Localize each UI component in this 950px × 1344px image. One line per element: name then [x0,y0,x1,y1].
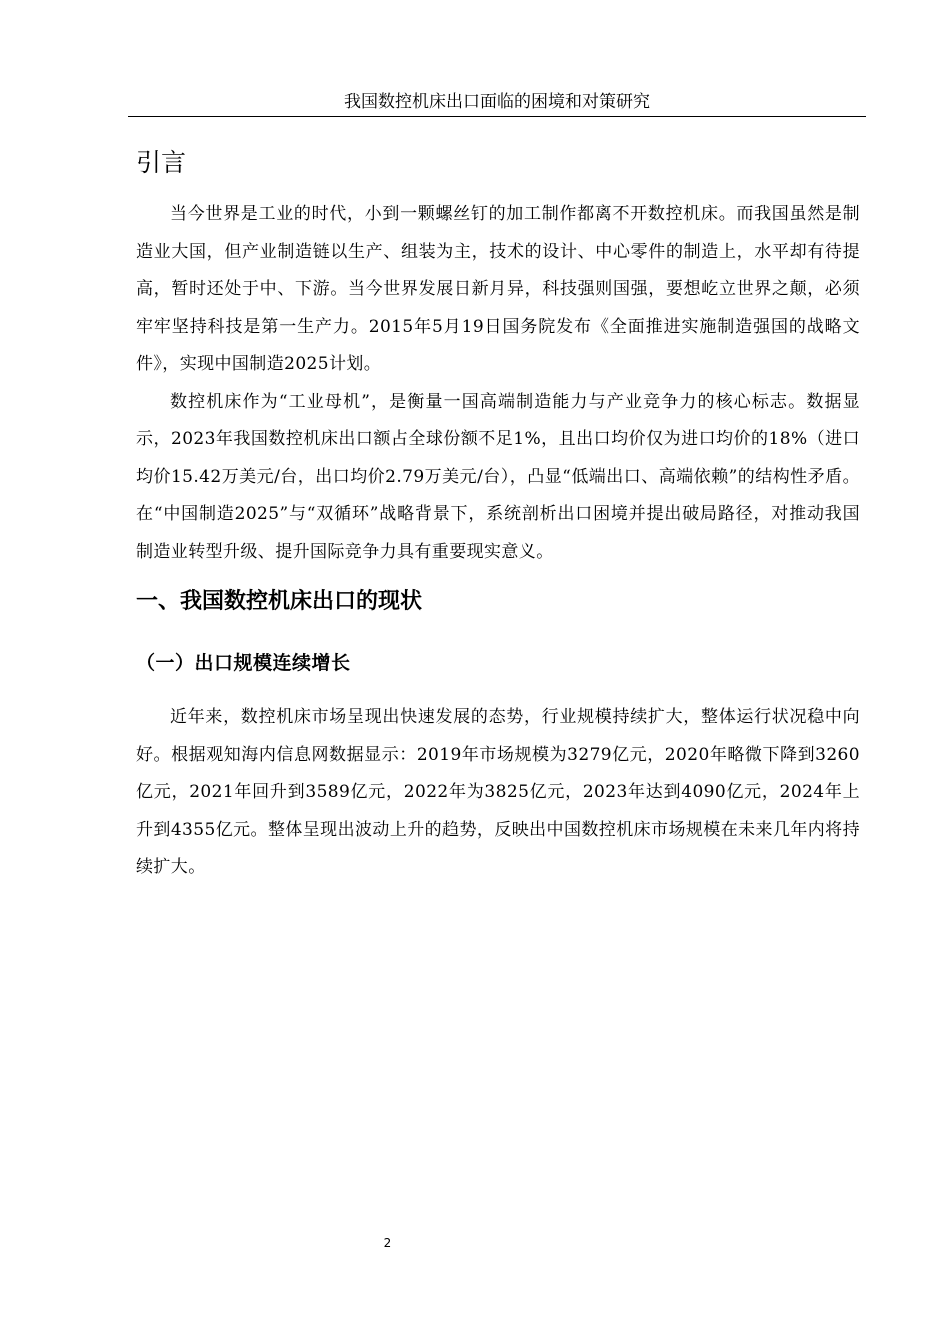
page-number: 2 [383,1236,392,1250]
intro-paragraph-1: 当今世界是工业的时代，小到一颗螺丝钉的加工制作都离不开数控机床。而我国虽然是制造业大国，但产业制造链以生产、组装为主，技术的设计、中心零件的制造上，水平却有待提高，暂时还处于中、下游。当今世界发展日新月异，科技强则国强，要想屹立世界之颠，必须牢牢坚持科技是第一生产力。2015年5月19日国务院发布《全面推进实施制造强国的战略文件》，实现中国制造2025计划。 [136,204,860,374]
intro-paragraph-2: 数控机床作为“工业母机”，是衡量一国高端制造能力与产业竞争力的核心标志。数据显示，2023年我国数控机床出口额占全球份额不足1%，且出口均价仅为进口均价的18%（进口均价15.42万美元/台，出口均价2.79万美元/台），凸显“低端出口、高端依赖”的结构性矛盾。在“中国制造2025”与“双循环”战略背景下，系统剖析出口困境并提出破局路径，对推动我国制造业转型升级、提升国际竞争力具有重要现实意义。 [136,391,860,562]
chapter-1-heading: 一、我国数控机床出口的现状 [136,589,423,614]
section-1-1-paragraph-1: 近年来，数控机床市场呈现出快速发展的态势，行业规模持续扩大，整体运行状况稳中向好。根据观知海内信息网数据显示：2019年市场规模为3279亿元，2020年略微下降到3260亿元，2021年回升到3589亿元，2022年为3825亿元，2023年达到4090亿元，2024年上升到4355亿元。整体呈现出波动上升的趋势，反映出中国数控机床市场规模在未来几年内将持续扩大。 [136,707,860,877]
running-header-title: 我国数控机床出口面临的困境和对策研究 [344,92,650,112]
intro-heading: 引言 [136,148,187,177]
running-header [128,88,866,117]
section-1-1-heading: （一）出口规模连续增长 [136,652,351,674]
page-body [136,140,860,887]
